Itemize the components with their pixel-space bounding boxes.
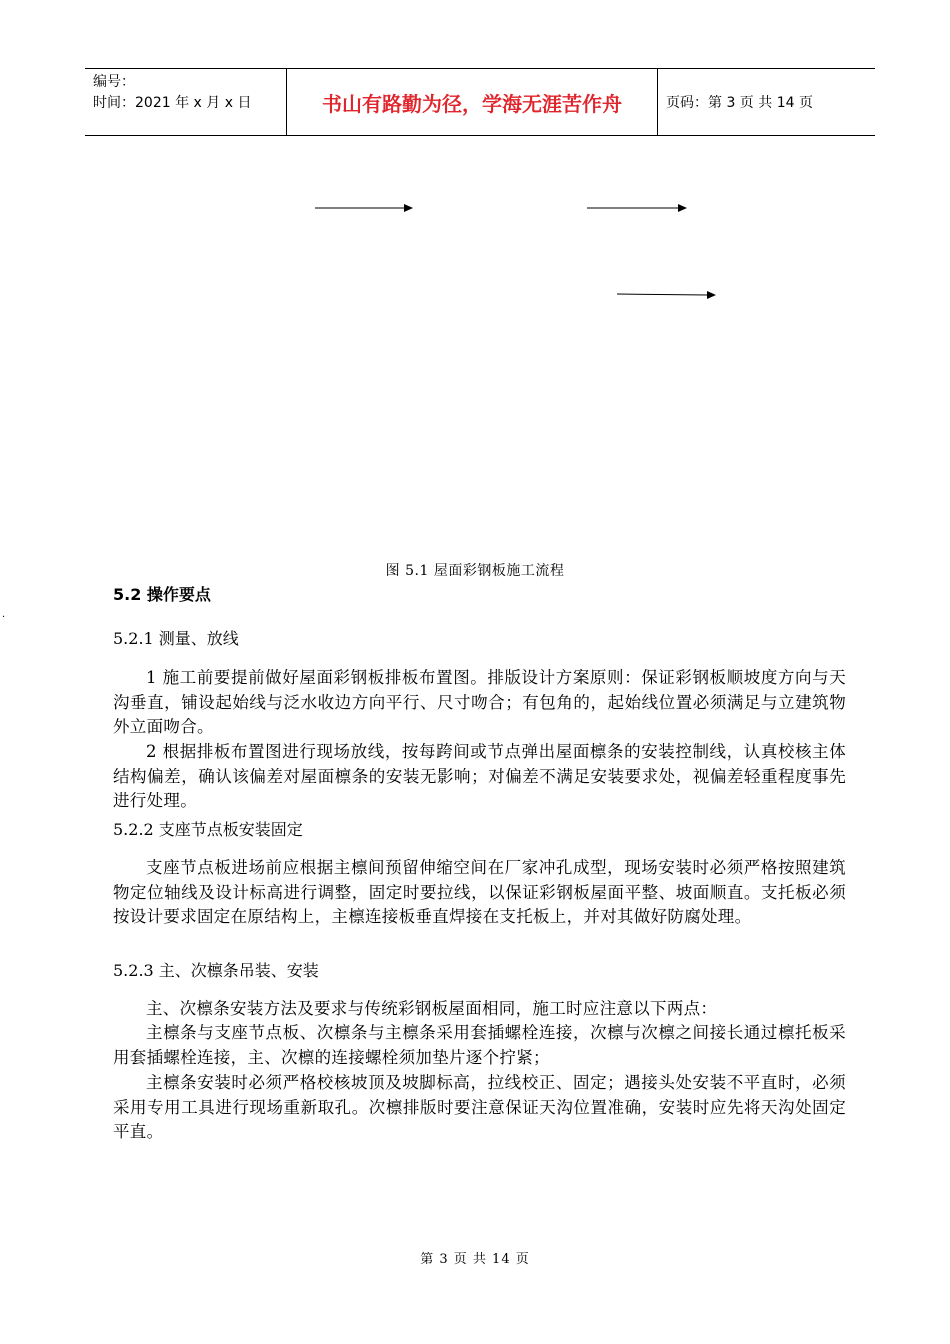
paragraph-5-2-3-2: 主檩条与支座节点板、次檩条与主檩条采用套插螺栓连接，次檩与次檩之间接长通过檩托板采用套插螺栓连接，主、次檩的连接螺栓须加垫片逐个拧紧； bbox=[113, 1023, 846, 1067]
serial-label: 编号： bbox=[93, 74, 135, 90]
paragraph-5-2-1-2: 2 根据排板布置图进行现场放线，按每跨间或节点弹出屋面檩条的安装控制线，认真校核主体结构偏差，确认该偏差对屋面檩条的安装无影响；对偏差不满足安装要求处，视偏差轻重程度事先进行处理。 bbox=[113, 742, 846, 810]
subsection-heading-5-2-3: 5.2.3 主、次檩条吊装、安装 bbox=[113, 961, 319, 980]
header-motto: 书山有路勤为径，学海无涯苦作舟 bbox=[286, 69, 658, 135]
arrow-1 bbox=[315, 204, 413, 212]
margin-mark: · bbox=[2, 612, 6, 623]
paragraph-5-2-2-1: 支座节点板进场前应根据主檩间预留伸缩空间在厂家冲孔成型，现场安装时必须严格按照建筑物定位轴线及设计标高进行调整，固定时要拉线，以保证彩钢板屋面平整、坡面顺直。支托板必须按设计要求固定在原结构上，主檩连接板垂直焊接在支托板上，并对其做好防腐处理。 bbox=[113, 858, 846, 926]
paragraph-5-2-3-3: 主檩条安装时必须严格校核坡顶及坡脚标高，拉线校正、固定；遇接头处安装不平直时，必须采用专用工具进行现场重新取孔。次檩排版时要注意保证天沟位置准确，安装时应先将天沟处固定平直。 bbox=[113, 1073, 846, 1141]
figure-caption: 图 5.1 屋面彩钢板施工流程 bbox=[385, 563, 565, 579]
header-page-info: 页码：第 3 页 共 14 页 bbox=[666, 95, 813, 111]
section-heading: 5.2 操作要点 bbox=[113, 585, 211, 604]
subsection-heading-5-2-1: 5.2.1 测量、放线 bbox=[113, 629, 239, 648]
time-label: 时间：2021 年 x 月 x 日 bbox=[93, 95, 252, 111]
arrow-3 bbox=[617, 291, 716, 299]
page-footer: 第 3 页 共 14 页 bbox=[420, 1252, 530, 1267]
paragraph-5-2-3-1: 主、次檩条安装方法及要求与传统彩钢板屋面相同，施工时应注意以下两点： bbox=[146, 999, 718, 1018]
flowchart-arrows bbox=[0, 0, 950, 320]
arrow-2 bbox=[587, 204, 687, 212]
subsection-heading-5-2-2: 5.2.2 支座节点板安装固定 bbox=[113, 820, 303, 839]
paragraph-5-2-1-1: 1 施工前要提前做好屋面彩钢板排板布置图。排版设计方案原则：保证彩钢板顺坡度方向与天沟垂直，铺设起始线与泛水收边方向平行、尺寸吻合；有包角的，起始线位置必须满足与立建筑物外立面吻合。 bbox=[113, 668, 846, 736]
